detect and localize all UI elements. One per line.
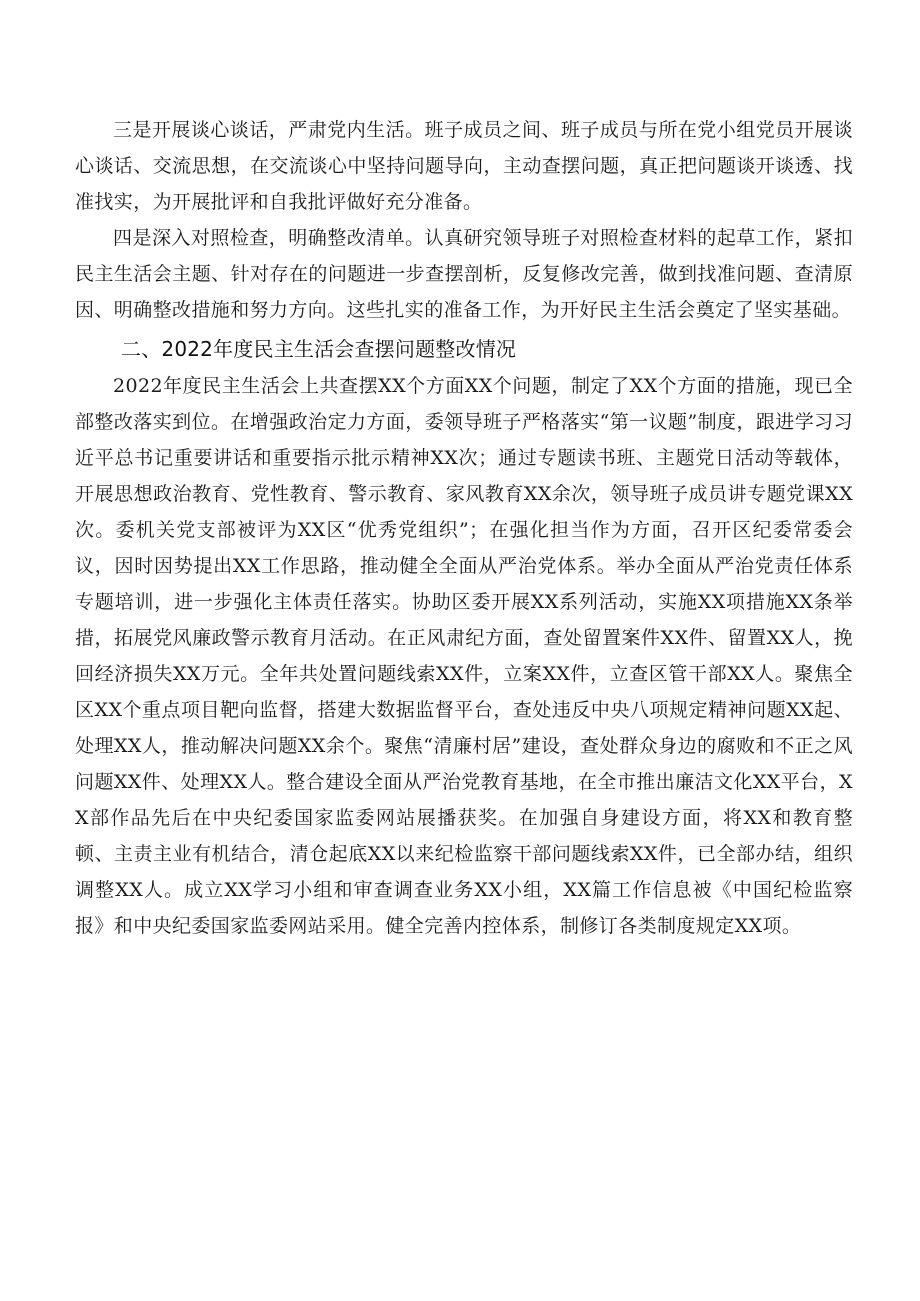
paragraph-self-check: 四是深入对照检查，明确整改清单。认真研究领导班子对照检查材料的起草工作，紧扣民主生活会主题、针对存在的问题进一步查摆剖析，反复修改完善，做到找准问题、查清原因、明确整改措施和努力方向。这些扎实的准备工作，为开好民主生活会奠定了坚实基础。 bbox=[75, 227, 853, 321]
section-heading: 二、2022年度民主生活会查摆问题整改情况 bbox=[121, 337, 517, 361]
paragraph-talks: 三是开展谈心谈话，严肃党内生活。班子成员之间、班子成员与所在党小组党员开展谈心谈话、交流思想，在交流谈心中坚持问题导向，主动查摆问题，真正把问题谈开谈透、找准找实，为开展批评和自我批评做好充分准备。 bbox=[75, 119, 853, 213]
document-body bbox=[75, 112, 853, 944]
paragraph-rectification: 2022年度民主生活会上共查摆XX个方面XX个问题，制定了XX个方面的措施，现已全部整改落实到位。在增强政治定力方面，委领导班子严格落实“第一议题”制度，跟进学习习近平总书记重要讲话和重要指示批示精神XX次；通过专题读书班、主题党日活动等载体，开展思想政治教育、党性教育、警示教育、家风教育XX余次，领导班子成员讲专题党课XX次。委机关党支部被评为XX区“优秀党组织”；在强化担当作为方面，召开区纪委常委会议，因时因势提出XX工作思路，推动健全全面从严治党体系。举办全面从严治党责任体系专题培训，进一步强化主体责任落实。协助区委开展XX系列活动，实施XX项措施XX条举措，拓展党风廉政警示教育月活动。在正风肃纪方面，查处留置案件XX件、留置XX人，挽回经济损失XX万元。全年共处置问题线索XX件，立案XX件，立查区管干部XX人。聚焦全区XX个重点项目靶向监督，搭建大数据监督平台，查处违反中央八项规定精神问题XX起、处理XX人，推动解决问题XX余个。聚焦“清廉村居”建设，查处群众身边的腐败和不正之风问题XX件、处理XX人。整合建设全面从严治党教育基地，在全市推出廉洁文化XX平台，XX部作品先后在中央纪委国家监委网站展播获奖。在加强自身建设方面，将XX和教育整顿、主责主业有机结合，清仓起底XX以来纪检监察干部问题线索XX件，已全部办结，组织调整XX人。成立XX学习小组和审查调查业务XX小组，XX篇工作信息被《中国纪检监察报》和中央纪委国家监委网站采用。健全完善内控体系，制修订各类制度规定XX项。 bbox=[75, 375, 853, 937]
